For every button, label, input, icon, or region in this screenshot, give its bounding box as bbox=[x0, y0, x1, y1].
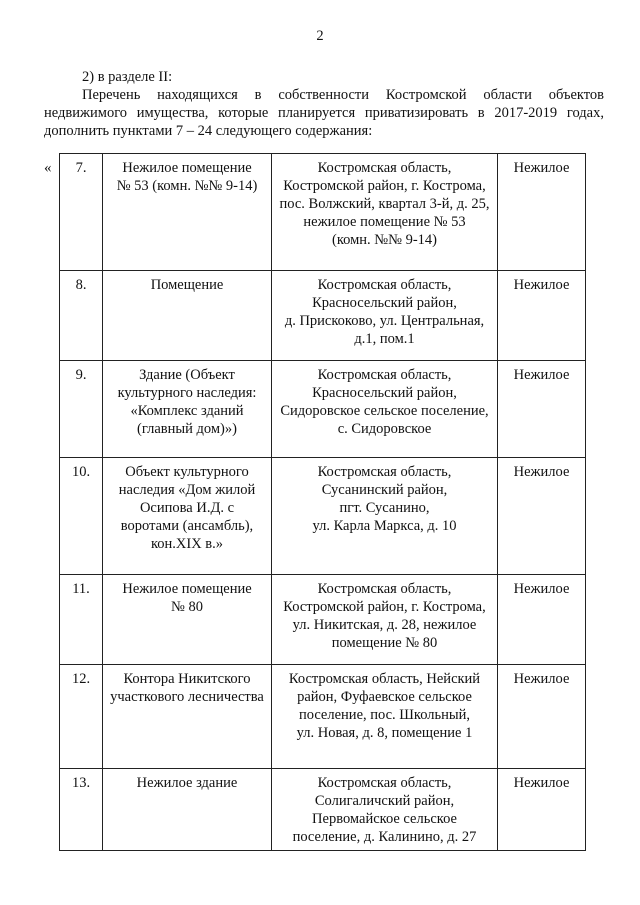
object-address: Костромская область, Сусанинский район, пгт. Сусанино, ул. Карла Маркса, д. 10 bbox=[272, 458, 498, 575]
page-number: 2 bbox=[316, 28, 324, 44]
intro-block bbox=[44, 68, 604, 140]
object-type: Нежилое bbox=[498, 665, 586, 769]
object-name: Нежилое помещение № 53 (комн. №№ 9-14) bbox=[103, 154, 272, 271]
object-address: Костромская область, Красносельский район, д. Прискоково, ул. Центральная, д.1, пом.1 bbox=[272, 271, 498, 361]
object-name: Помещение bbox=[103, 271, 272, 361]
object-type: Нежилое bbox=[498, 458, 586, 575]
row-number: 11. bbox=[60, 575, 103, 665]
row-number: 9. bbox=[60, 361, 103, 458]
object-type: Нежилое bbox=[498, 769, 586, 851]
object-address: Костромская область, Красносельский район, Сидоровское сельское поселение, с. Сидоровское bbox=[272, 361, 498, 458]
row-number: 10. bbox=[60, 458, 103, 575]
table-row bbox=[60, 769, 586, 851]
row-number: 12. bbox=[60, 665, 103, 769]
property-table bbox=[59, 153, 586, 851]
section-item-label: 2) в разделе II: bbox=[82, 69, 173, 85]
object-name: Нежилое здание bbox=[103, 769, 272, 851]
table-row bbox=[60, 458, 586, 575]
opening-quote-mark: « bbox=[44, 160, 52, 176]
object-type: Нежилое bbox=[498, 361, 586, 458]
object-name: Здание (Объект культурного наследия: «Комплекс зданий (главный дом)») bbox=[103, 361, 272, 458]
table-row bbox=[60, 575, 586, 665]
table-row bbox=[60, 665, 586, 769]
object-type: Нежилое bbox=[498, 575, 586, 665]
row-number: 7. bbox=[60, 154, 103, 271]
row-number: 13. bbox=[60, 769, 103, 851]
object-address: Костромская область, Костромской район, г. Кострома, ул. Никитская, д. 28, нежилое помещение № 80 bbox=[272, 575, 498, 665]
object-address: Костромская область, Костромской район, г. Кострома, пос. Волжский, квартал 3-й, д. 25, нежилое помещение № 53 (комн. №№ 9-14) bbox=[272, 154, 498, 271]
table-row bbox=[60, 154, 586, 271]
row-number: 8. bbox=[60, 271, 103, 361]
table-row bbox=[60, 361, 586, 458]
intro-paragraph: Перечень находящихся в собственности Костромской области объектов недвижимого имущества, которые планируется приватизировать в 2017-2019 годах, дополнить пунктами 7 – 24 следующего содержания: bbox=[44, 87, 604, 139]
object-address: Костромская область, Солигаличский район, Первомайское сельское поселение, д. Калинино, д. 27 bbox=[272, 769, 498, 851]
object-type: Нежилое bbox=[498, 154, 586, 271]
object-type: Нежилое bbox=[498, 271, 586, 361]
object-name: Нежилое помещение № 80 bbox=[103, 575, 272, 665]
object-name: Контора Никитского участкового лесничества bbox=[103, 665, 272, 769]
object-address: Костромская область, Нейский район, Фуфаевское сельское поселение, пос. Школьный, ул. Новая, д. 8, помещение 1 bbox=[272, 665, 498, 769]
object-name: Объект культурного наследия «Дом жилой Осипова И.Д. с воротами (ансамбль), кон.XIX в.» bbox=[103, 458, 272, 575]
table-row bbox=[60, 271, 586, 361]
